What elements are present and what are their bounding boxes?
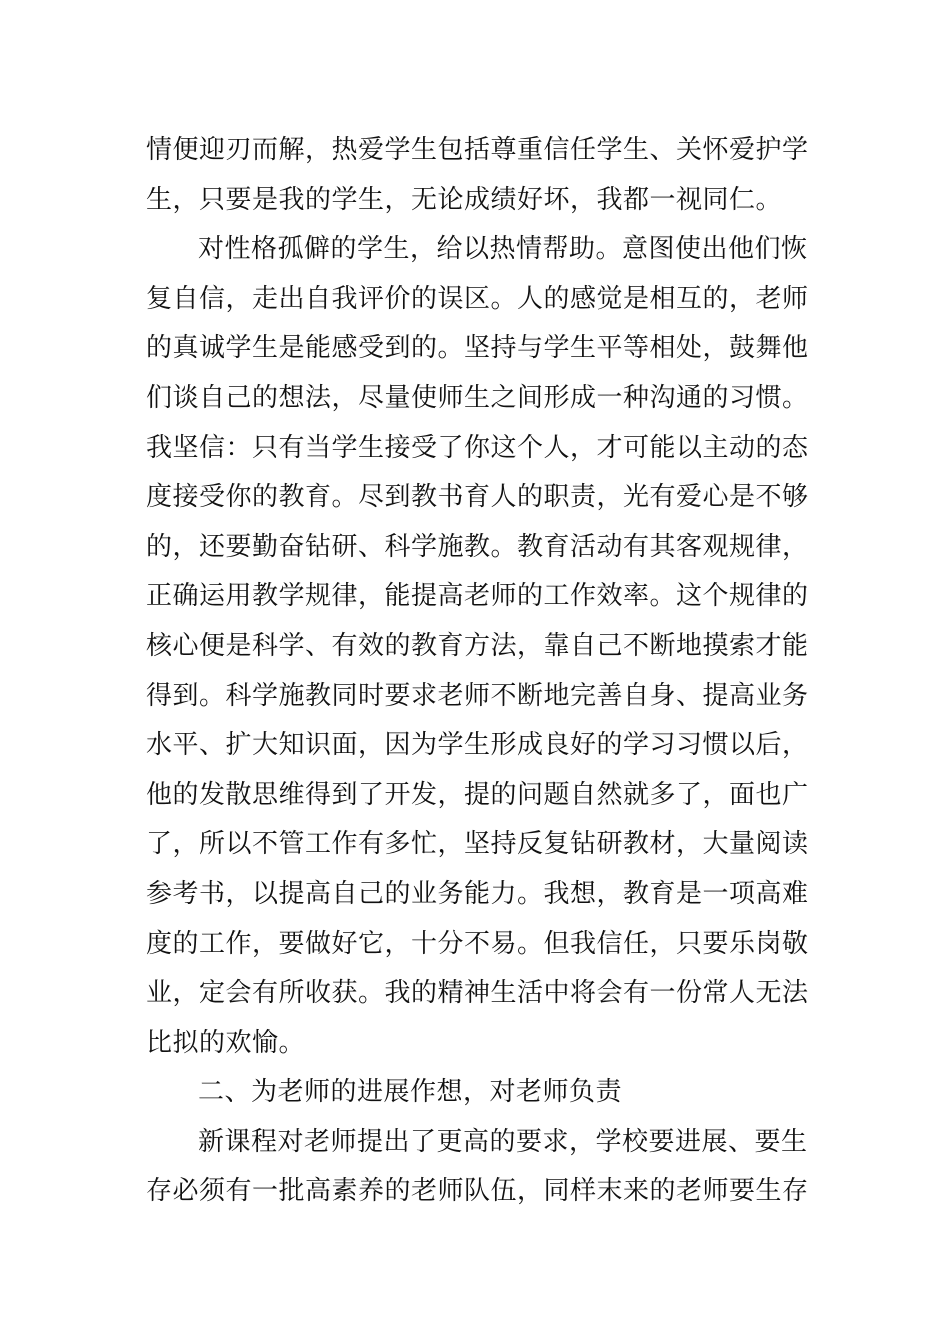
text-line: 水平、扩大知识面，因为学生形成良好的学习习惯以后， — [146, 730, 809, 761]
text-line: 情便迎刃而解，热爱学生包括尊重信任学生、关怀爱护学 — [146, 135, 809, 165]
paragraph-start-line: 新课程对老师提出了更高的要求，学校要进展、要生 — [198, 1126, 808, 1157]
text-line: 的，还要勤奋钻研、科学施教。教育活动有其客观规律， — [146, 531, 809, 562]
text-line: 业，定会有所收获。我的精神生活中将会有一份常人无法 — [146, 978, 809, 1009]
paragraph-start-line: 对性格孤僻的学生，给以热情帮助。意图使出他们恢 — [198, 234, 808, 265]
text-line: 的真诚学生是能感受到的。坚持与学生平等相处，鼓舞他 — [146, 333, 809, 364]
text-line: 们谈自己的想法，尽量使师生之间形成一种沟通的习惯。 — [146, 382, 809, 413]
text-line: 存必须有一批高素养的老师队伍，同样末来的老师要生存 — [146, 1176, 809, 1207]
text-line: 度的工作，要做好它，十分不易。但我信任，只要乐岗敬 — [146, 928, 809, 959]
text-line: 他的发散思维得到了开发，提的问题自然就多了，面也广 — [146, 779, 809, 810]
text-line: 比拟的欢愉。 — [146, 1027, 306, 1058]
section-heading: 二、为老师的进展作想，对老师负责 — [198, 1077, 623, 1108]
text-line: 生，只要是我的学生，无论成绩好坏，我都一视同仁。 — [146, 184, 783, 215]
text-line: 参考书，以提高自己的业务能力。我想，教育是一项高难 — [146, 878, 809, 909]
text-line: 了，所以不管工作有多忙，坚持反复钻研教材，大量阅读 — [146, 829, 809, 860]
document-body — [146, 126, 816, 1217]
text-line: 得到。科学施教同时要求老师不断地完善自身、提高业务 — [146, 680, 809, 711]
text-line: 复自信，走出自我评价的误区。人的感觉是相互的，老师 — [146, 283, 809, 314]
text-line: 我坚信：只有当学生接受了你这个人，才可能以主动的态 — [146, 432, 809, 463]
text-line: 核心便是科学、有效的教育方法，靠自己不断地摸索才能 — [146, 630, 809, 661]
text-line: 正确运用教学规律，能提高老师的工作效率。这个规律的 — [146, 581, 809, 612]
text-line: 度接受你的教育。尽到教书育人的职责，光有爱心是不够 — [146, 482, 809, 513]
